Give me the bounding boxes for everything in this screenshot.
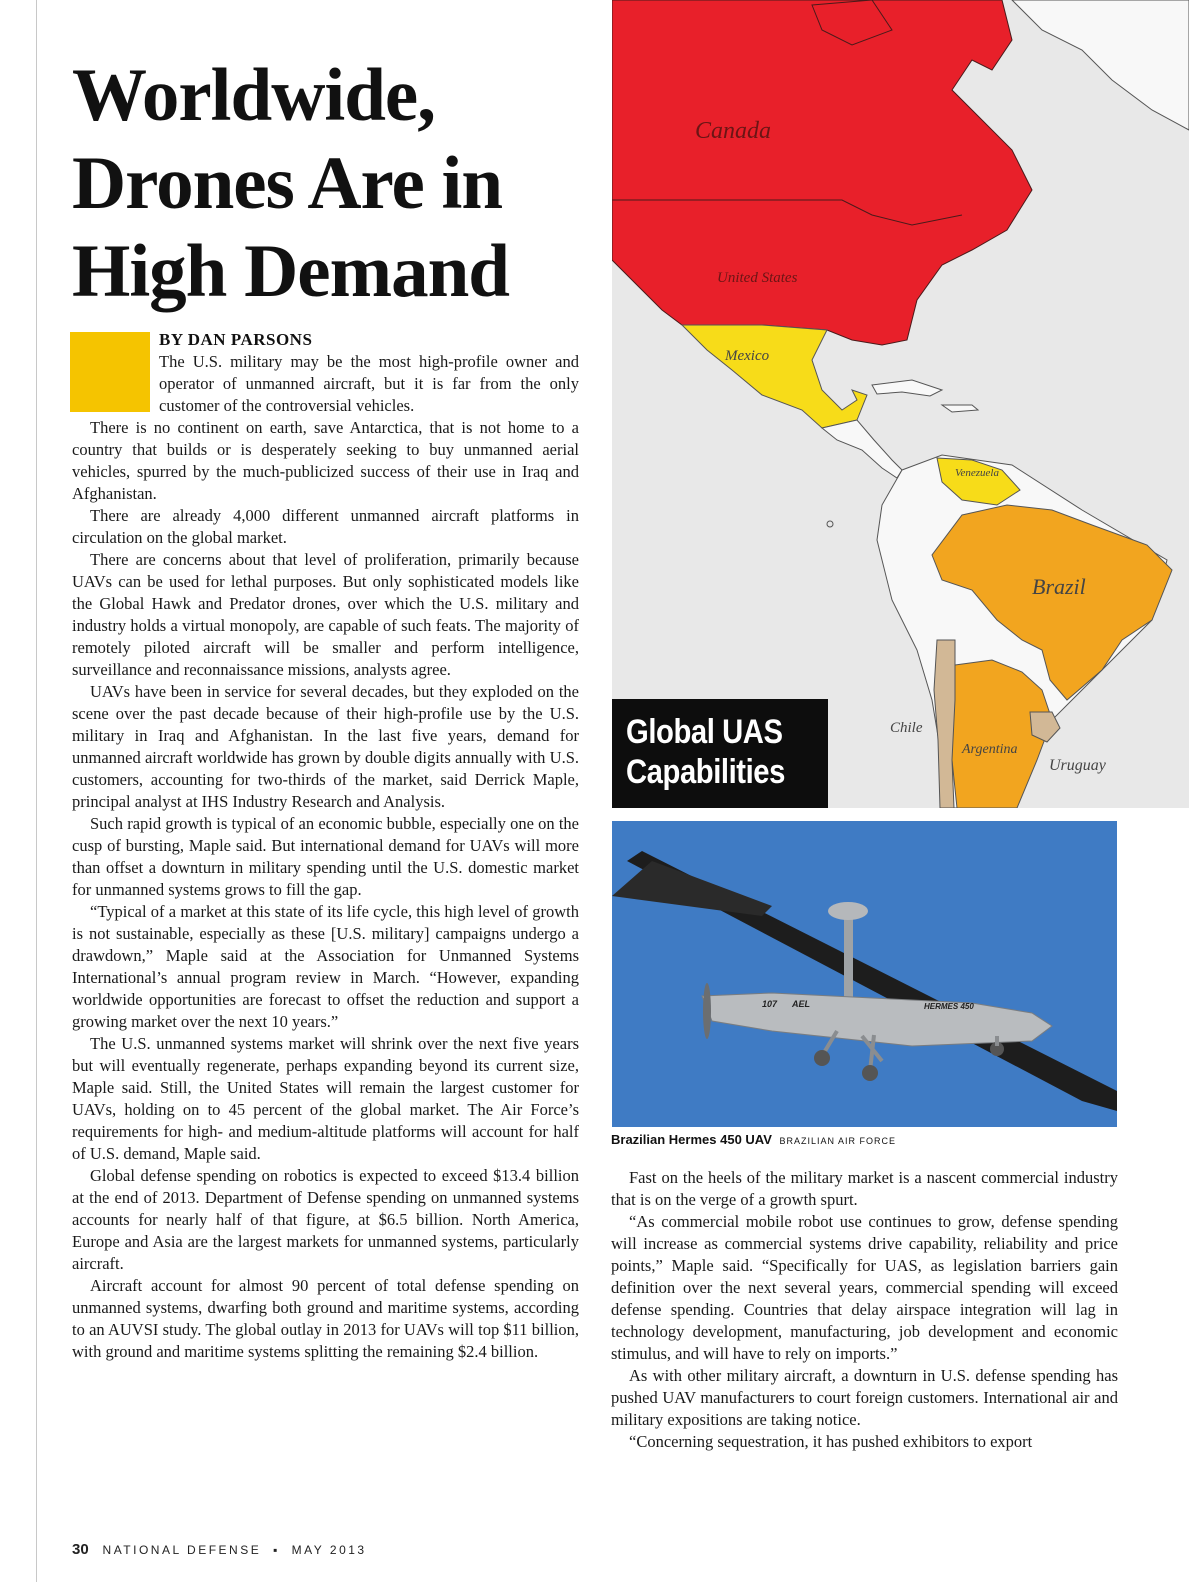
map-label-argentina: Argentina [962, 742, 1018, 757]
publication-name: NATIONAL DEFENSE [102, 1543, 262, 1557]
map-label-canada: Canada [695, 118, 772, 144]
article-column-right [611, 1167, 1118, 1453]
footer-separator: ▪ [273, 1543, 280, 1557]
page-margin-rule [36, 0, 37, 1582]
paragraph: “Typical of a market at this state of its life cycle, this high level of growth is not sustainable, especially as these [U.S. military] campaigns undergo a drawdown,” Maple said at the Association for Unmanned Systems International’s annual program review in March. “However, expanding worldwide opportunities are forecast to offset the reduction and support a growing market over the next 10 years.” [72, 902, 579, 1031]
aircraft-maker-mark: AEL [792, 999, 810, 1009]
paragraph: Fast on the heels of the military market is a nascent commercial industry that is on the verge of a growth spurt. [611, 1168, 1118, 1209]
headline-line-2: Drones Are in [72, 142, 503, 225]
page-number: 30 [72, 1541, 89, 1558]
accent-square [70, 332, 150, 412]
article-headline [72, 52, 592, 316]
paragraph: There are already 4,000 different unmanned aircraft platforms in circulation on the global market. [72, 506, 579, 547]
map-title-line-2: Capabilities [626, 753, 785, 791]
paragraph: There are concerns about that level of proliferation, primarily because UAVs can be used for lethal purposes. But only sophisticated models like the Global Hawk and Predator drones, over which the U.S. military and industry holds a virtual monopoly, are capable of such feats. The majority of remotely piloted aircraft will be smaller and perform intelligence, surveillance and reconnaissance missions, analysts agree. [72, 550, 579, 679]
aircraft-number: 107 [762, 999, 778, 1009]
photo-caption [611, 1132, 896, 1147]
issue-date: MAY 2013 [291, 1543, 367, 1557]
paragraph: “As commercial mobile robot use continues to grow, defense spending will increase as commercial systems drive capability, reliability and price points,” Maple said. “Specifically for UAS, as legislation barriers gain definition over the next several years, commercial spending will exceed defense spending. Countries that delay airspace integration will lag in technology development, manufacturing, job development and economic stimulus, and will have to rely on imports.” [611, 1212, 1118, 1363]
paragraph: Global defense spending on robotics is expected to exceed $13.4 billion at the end of 2013. Department of Defense spending on unmanned systems accounts for nearly half of that figure, at $6.5 billion. North America, Europe and Asia are the largest markets for unmanned systems, particularly aircraft. [72, 1166, 579, 1273]
paragraph: As with other military aircraft, a downturn in U.S. defense spending has pushed UAV manufacturers to court foreign customers. International air and military expositions are taking notice. [611, 1366, 1118, 1429]
paragraph: “Concerning sequestration, it has pushed exhibitors to export [629, 1432, 1033, 1451]
headline-line-3: High Demand [72, 230, 509, 313]
map-label-uruguay: Uruguay [1049, 757, 1106, 774]
photo-graphic [612, 821, 1117, 1127]
uas-capabilities-map [612, 0, 1189, 808]
map-label-united-states: United States [717, 270, 798, 286]
article-column-left [72, 417, 579, 1363]
byline: BY DAN PARSONS [159, 330, 313, 349]
aircraft-name-mark: HERMES 450 [924, 1002, 974, 1011]
paragraph: UAVs have been in service for several decades, but they exploded on the scene over the past decade because of their high-profile use by the U.S. military in Iraq and Afghanistan. In the last five years, demand for unmanned aircraft worldwide has grown by double digits annually with U.S. customers, accounting for two-thirds of the market, said Derrick Maple, principal analyst at IHS Industry Research and Analysis. [72, 682, 579, 811]
page-footer [72, 1541, 367, 1558]
paragraph: Aircraft account for almost 90 percent of total defense spending on unmanned systems, dwarfing both ground and maritime systems, according to an AUVSI study. The global outlay in 2013 for UAVs will top $11 billion, with ground and maritime systems splitting the remaining $2.4 billion. [72, 1276, 579, 1361]
map-label-chile: Chile [890, 720, 923, 736]
paragraph: The U.S. unmanned systems market will shrink over the next five years but will eventually regenerate, perhaps expanding beyond its current size, Maple said. Still, the United States will remain the largest customer for UAVs, holding on to 45 percent of the global market. The Air Force’s requirements for high- and medium-altitude platforms will account for half of U.S. demand, Maple said. [72, 1034, 579, 1163]
photo-credit: BRAZILIAN AIR FORCE [779, 1136, 897, 1146]
article-intro [159, 351, 579, 417]
map-label-mexico: Mexico [725, 348, 770, 364]
paragraph: There is no continent on earth, save Antarctica, that is not home to a country that builds or is desperately seeking to buy unmanned aerial vehicles, spurred by the much-publicized success of their use in Iraq and Afghanistan. [72, 418, 579, 503]
map-title-line-1: Global UAS [626, 713, 783, 751]
paragraph: Such rapid growth is typical of an economic bubble, especially one on the cusp of bursting, Maple said. But international demand for UAVs will more than offset a downturn in military spending until the U.S. domestic market for unmanned systems grows to fill the gap. [72, 814, 579, 899]
intro-paragraph: The U.S. military may be the most high-profile owner and operator of unmanned aircraft, but it is far from the only customer of the controversial vehicles. [159, 352, 579, 415]
caption-text: Brazilian Hermes 450 UAV [611, 1132, 772, 1147]
map-label-brazil: Brazil [1032, 574, 1086, 599]
map-label-venezuela: Venezuela [955, 467, 999, 479]
map-title-box [612, 699, 828, 808]
hermes-450-photo [612, 821, 1117, 1127]
headline-line-1: Worldwide, [72, 54, 435, 137]
